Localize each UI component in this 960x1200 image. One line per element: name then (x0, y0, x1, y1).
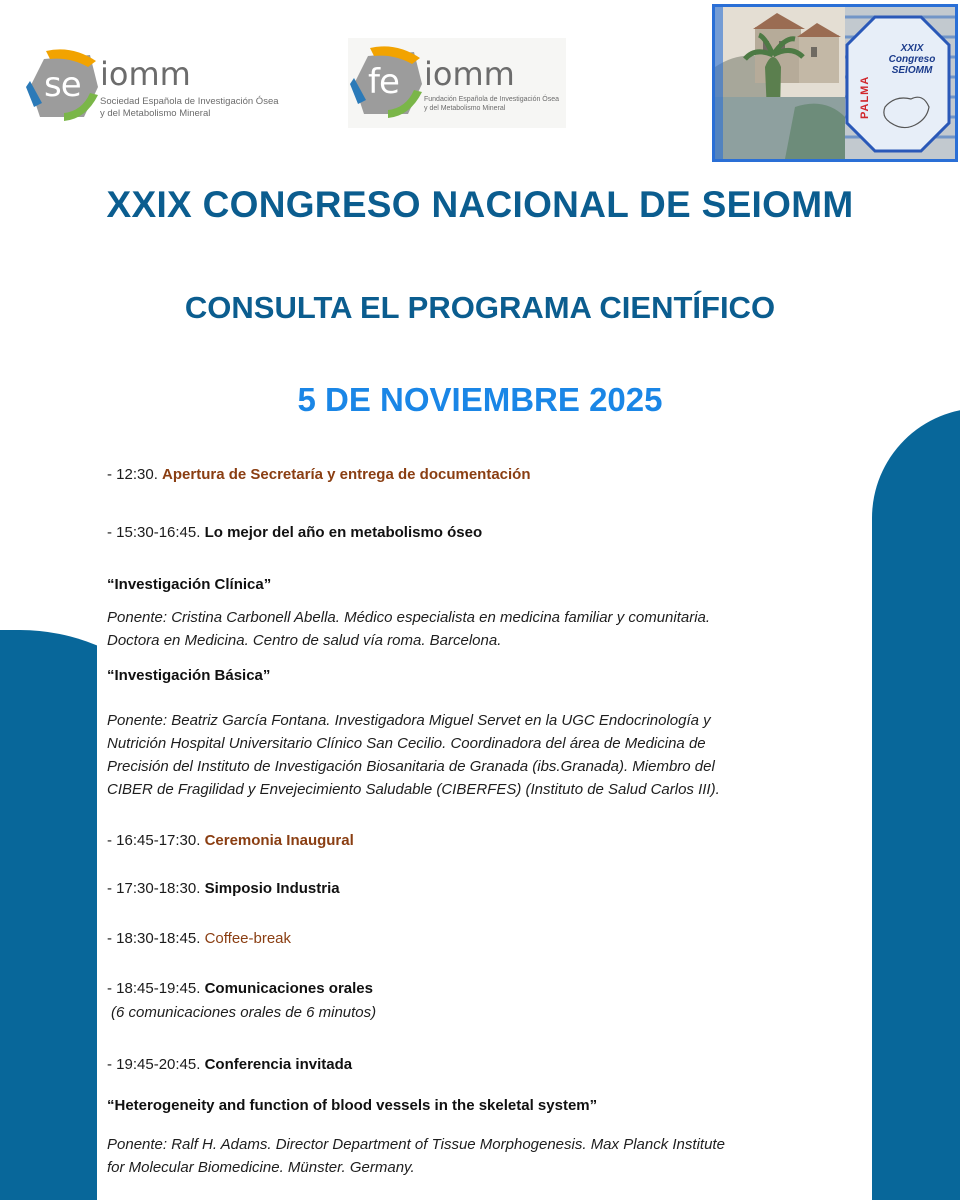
program-entry (107, 977, 373, 1000)
feiomm-subtitle-line1: Fundación Española de Investigación Ósea (424, 96, 560, 104)
seiomm-subtitle-line1: Sociedad Española de Investigación Ósea (100, 96, 279, 108)
program-entry (107, 829, 354, 852)
program-entry (107, 1053, 352, 1076)
speaker-info (107, 709, 839, 801)
congress-badge (712, 4, 958, 162)
background-shape-right (872, 408, 960, 1200)
program-entry (107, 927, 291, 950)
program-date: 5 DE NOVIEMBRE 2025 (297, 381, 663, 418)
entry-note: (6 comunicaciones orales de 6 minutos) (111, 1004, 377, 1021)
feiomm-logo-mark (348, 44, 426, 122)
page-subtitle: CONSULTA EL PROGRAMA CIENTÍFICO (184, 290, 776, 325)
entry-activity: Conferencia invitada (204, 1056, 353, 1073)
entry-activity: Lo mejor del año en metabolismo óseo (204, 524, 483, 541)
feiomm-logo (348, 38, 566, 128)
badge-line3: SEIOMM (891, 65, 933, 76)
entry-time: - 19:45-20:45. (107, 1056, 201, 1073)
entry-activity: Simposio Industria (204, 880, 340, 897)
seiomm-logo (24, 44, 314, 128)
speaker-line: Ponente: Beatriz García Fontana. Investigadora Miguel Servet en la UGC Endocrinología y (107, 712, 711, 729)
entry-time: - 15:30-16:45. (107, 524, 201, 541)
entry-time: - 16:45-17:30. (107, 832, 201, 849)
entry-activity: Coffee-break (204, 930, 292, 947)
entry-activity: Comunicaciones orales (204, 980, 373, 997)
badge-line2: Congreso (888, 54, 936, 65)
entry-activity: Apertura de Secretaría y entrega de documentación (162, 466, 531, 483)
badge-title (877, 43, 947, 76)
feiomm-wordmark: iomm (424, 55, 515, 94)
talk-title: “Heterogeneity and function of blood vessels in the skeletal system” (107, 1097, 598, 1114)
entry-time: - 12:30. (107, 466, 158, 483)
speaker-line: CIBER de Fragilidad y Envejecimiento Saludable (CIBERFES) (Instituto de Salud Carlos III). (107, 781, 720, 798)
program-entry (107, 521, 482, 544)
entry-time: - 17:30-18:30. (107, 880, 201, 897)
program-document (97, 444, 847, 1200)
entry-time: - 18:30-18:45. (107, 930, 201, 947)
badge-line1: XXIX (900, 43, 924, 54)
talk-title: “Investigación Clínica” (107, 576, 272, 593)
speaker-line: Precisión del Instituto de Investigación Biosanitaria de Granada (ibs.Granada). Miembro del (107, 758, 715, 775)
speaker-line: Doctora en Medicina. Centro de salud vía roma. Barcelona. (107, 632, 502, 649)
speaker-line: Ponente: Ralf H. Adams. Director Department of Tissue Morphogenesis. Max Planck Institute (107, 1136, 725, 1153)
feiomm-mark-text: fe (368, 62, 399, 102)
speaker-info (107, 1133, 839, 1179)
seiomm-subtitle-line2: y del Metabolismo Mineral (100, 108, 211, 119)
program-entry (107, 463, 531, 486)
seiomm-logo-mark (24, 47, 102, 125)
speaker-line: Nutrición Hospital Universitario Clínico San Cecilio. Coordinadora del área de Medicina de (107, 735, 706, 752)
speaker-line: for Molecular Biomedicine. Münster. Germany. (107, 1159, 415, 1176)
seiomm-wordmark: iomm (100, 55, 191, 94)
seiomm-mark-text: se (44, 65, 81, 105)
feiomm-subtitle-line2: y del Metabolismo Mineral (424, 105, 506, 112)
talk-title: “Investigación Básica” (107, 667, 271, 684)
entry-time: - 18:45-19:45. (107, 980, 201, 997)
speaker-line: Ponente: Cristina Carbonell Abella. Médico especialista en medicina familiar y comunitaria. (107, 609, 711, 626)
page-title: XXIX CONGRESO NACIONAL DE SEIOMM (106, 184, 854, 225)
program-entry (107, 877, 340, 900)
entry-activity: Ceremonia Inaugural (204, 832, 354, 849)
speaker-info (107, 606, 839, 652)
badge-city: PALMA (859, 75, 871, 119)
